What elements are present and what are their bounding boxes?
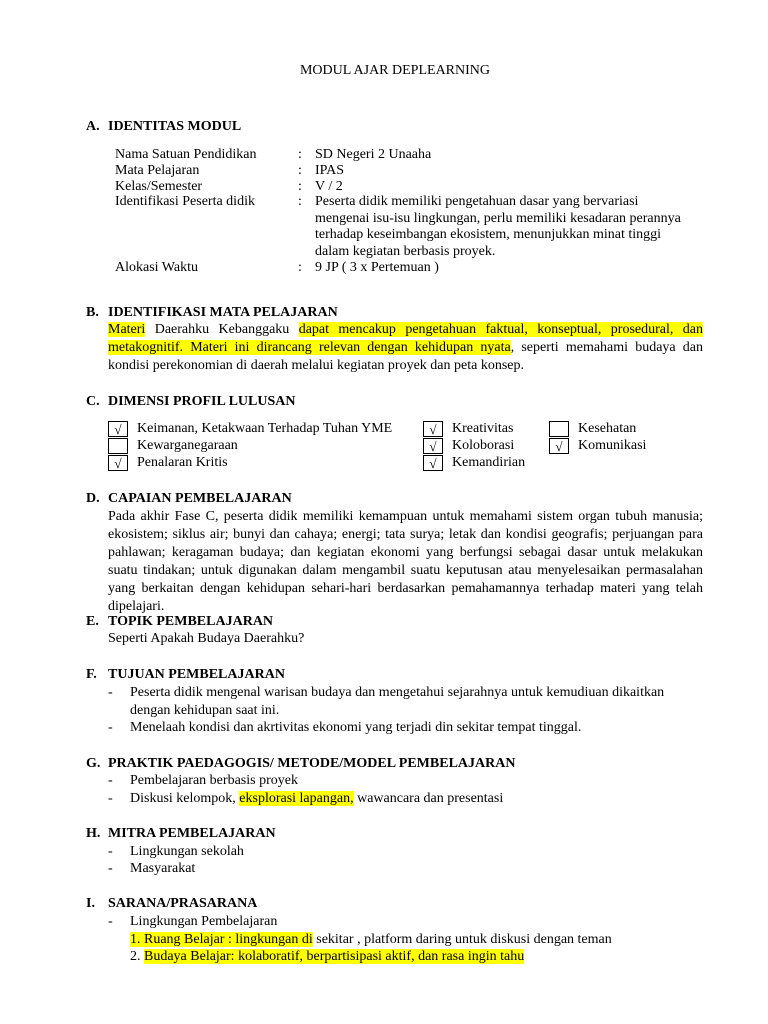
body-text: sekitar , platform daring untuk diskusi dengan teman — [312, 932, 612, 947]
checkbox: √ — [108, 455, 128, 471]
checkbox-label: Penalaran Kritis — [137, 455, 228, 470]
list-dash: - — [108, 914, 113, 929]
checkbox — [108, 438, 128, 454]
checkbox-label: Kewarganegaraan — [137, 438, 238, 453]
section-title: SARANA/PRASARANA — [108, 896, 258, 911]
checkbox — [549, 421, 569, 437]
highlighted-text: eksplorasi lapangan, — [239, 791, 354, 806]
sub-item — [130, 931, 612, 949]
list-item-text: Lingkungan Pembelajaran — [130, 914, 278, 929]
section-c-heading — [86, 393, 295, 411]
section-letter: G. — [86, 756, 101, 771]
identity-colon: : — [298, 194, 302, 209]
checkbox: √ — [423, 438, 443, 454]
highlighted-text: Materi — [108, 322, 146, 337]
body-text: wawancara dan presentasi — [353, 791, 504, 806]
list-item-text: Peserta didik mengenal warisan budaya dan mengetahui sejarahnya untuk kemudiuan dikaitkan dengan kehidupan saat ini. — [130, 685, 665, 718]
section-title: PRAKTIK PAEDAGOGIS/ METODE/MODEL PEMBELAJARAN — [108, 756, 516, 771]
section-f-heading — [86, 666, 285, 684]
list-item-text: Menelaah kondisi dan akrtivitas ekonomi yang terjadi din sekitar tempat tinggal. — [130, 720, 582, 735]
section-e-heading — [86, 613, 273, 631]
identity-value: IPAS — [315, 163, 345, 178]
body-text: 2. — [130, 949, 144, 964]
checkbox: √ — [423, 455, 443, 471]
list-item-text: Pembelajaran berbasis proyek — [130, 773, 298, 788]
section-title: CAPAIAN PEMBELAJARAN — [108, 491, 292, 506]
body-text: , seperti memahami budaya dan kondisi perekonomian di daerah melalui kegiatan proyek dan peta konsep. — [108, 340, 703, 373]
sub-item — [130, 948, 524, 966]
identity-colon: : — [298, 260, 302, 275]
list-item-text: Lingkungan sekolah — [130, 844, 244, 859]
list-dash: - — [108, 861, 113, 876]
section-title: DIMENSI PROFIL LULUSAN — [108, 394, 296, 409]
identity-colon: : — [298, 163, 302, 178]
highlighted-text: dapat mencakup pengetahuan faktual, konseptual, prosedural, dan metakognitif. Materi ini dirancang relevan dengan kehidupan nyata — [108, 322, 703, 355]
section-title: IDENTITAS MODUL — [108, 119, 242, 134]
highlighted-text: Budaya Belajar: kolaboratif, berpartisipasi aktif, dan rasa ingin tahu — [144, 949, 525, 964]
section-b-heading — [86, 304, 338, 322]
identity-colon: : — [298, 147, 302, 162]
highlighted-text: 1. Ruang Belajar : lingkungan di — [130, 932, 313, 947]
list-dash: - — [108, 685, 113, 700]
checkbox: √ — [423, 421, 443, 437]
list-item-text: Masyarakat — [130, 861, 196, 876]
document-title: MODUL AJAR DEPLEARNING — [299, 63, 491, 78]
identity-label: Mata Pelajaran — [115, 163, 200, 178]
checkbox-label: Kemandirian — [452, 455, 526, 470]
identity-label: Kelas/Semester — [115, 179, 203, 194]
checkbox-label: Komunikasi — [578, 438, 647, 453]
identity-value: 9 JP ( 3 x Pertemuan ) — [315, 260, 439, 275]
topic-text: Seperti Apakah Budaya Daerahku? — [108, 631, 305, 646]
list-dash: - — [108, 844, 113, 859]
section-title: TUJUAN PEMBELAJARAN — [108, 667, 285, 682]
identity-label: Nama Satuan Pendidikan — [115, 147, 257, 162]
checkbox: √ — [549, 438, 569, 454]
checkbox-label: Kesehatan — [578, 421, 637, 436]
section-d-heading — [86, 490, 292, 508]
section-i-heading — [86, 895, 257, 913]
section-letter: F. — [86, 667, 97, 682]
section-letter: C. — [86, 394, 100, 409]
section-d-paragraph: Pada akhir Fase C, peserta didik memiliki kemampuan untuk memahami sistem organ tubuh manusia; ekosistem; siklus air; bunyi dan cahaya; energi; tata surya; letak dan kondisi geografis; perjuangan para pahlawan; keragaman budaya; dan kegiatan ekonomi yang berfungsi sebagai dasar untuk melakukan suatu tindakan; untuk digunakan dalam mengambil suatu keputusan atau menyelesaikan permasalahan yang berkaitan dengan kehidupan sehari-hari berdasarkan pemahamannya terhadap materi yang telah dipelajari. — [108, 509, 703, 614]
identity-value: Peserta didik memiliki pengetahuan dasar yang bervariasi mengenai isu-isu lingkungan, perlu memiliki kesadaran perannya terhadap keseimbangan ekosistem, menunjukkan minat tinggi dalam kegiatan berbasis proyek. — [315, 194, 681, 259]
checkbox-label: Koloborasi — [452, 438, 515, 453]
section-title: MITRA PEMBELAJARAN — [108, 826, 276, 841]
identity-colon: : — [298, 179, 302, 194]
body-text: Daerahku Kebanggaku — [145, 322, 299, 337]
checkbox-label: Keimanan, Ketakwaan Terhadap Tuhan YME — [137, 421, 393, 436]
identity-label: Alokasi Waktu — [115, 260, 198, 275]
section-g-heading — [86, 755, 515, 773]
identity-label: Identifikasi Peserta didik — [115, 194, 255, 209]
section-letter: D. — [86, 491, 100, 506]
section-a-heading — [86, 118, 241, 136]
section-letter: E. — [86, 614, 99, 629]
section-letter: B. — [86, 305, 99, 320]
section-letter: I. — [86, 896, 95, 911]
list-item-text — [130, 790, 703, 808]
body-text: Diskusi kelompok, — [130, 791, 240, 806]
section-letter: A. — [86, 119, 100, 134]
section-letter: H. — [86, 826, 101, 841]
section-title: TOPIK PEMBELAJARAN — [108, 614, 274, 629]
checkbox-label: Kreativitas — [452, 421, 514, 436]
list-dash: - — [108, 720, 113, 735]
identity-value: V / 2 — [315, 179, 343, 194]
checkbox: √ — [108, 421, 128, 437]
section-h-heading — [86, 825, 276, 843]
section-b-paragraph — [108, 321, 703, 375]
list-dash: - — [108, 791, 113, 806]
list-dash: - — [108, 773, 113, 788]
identity-value: SD Negeri 2 Unaaha — [315, 147, 432, 162]
section-title: IDENTIFIKASI MATA PELAJARAN — [108, 305, 338, 320]
